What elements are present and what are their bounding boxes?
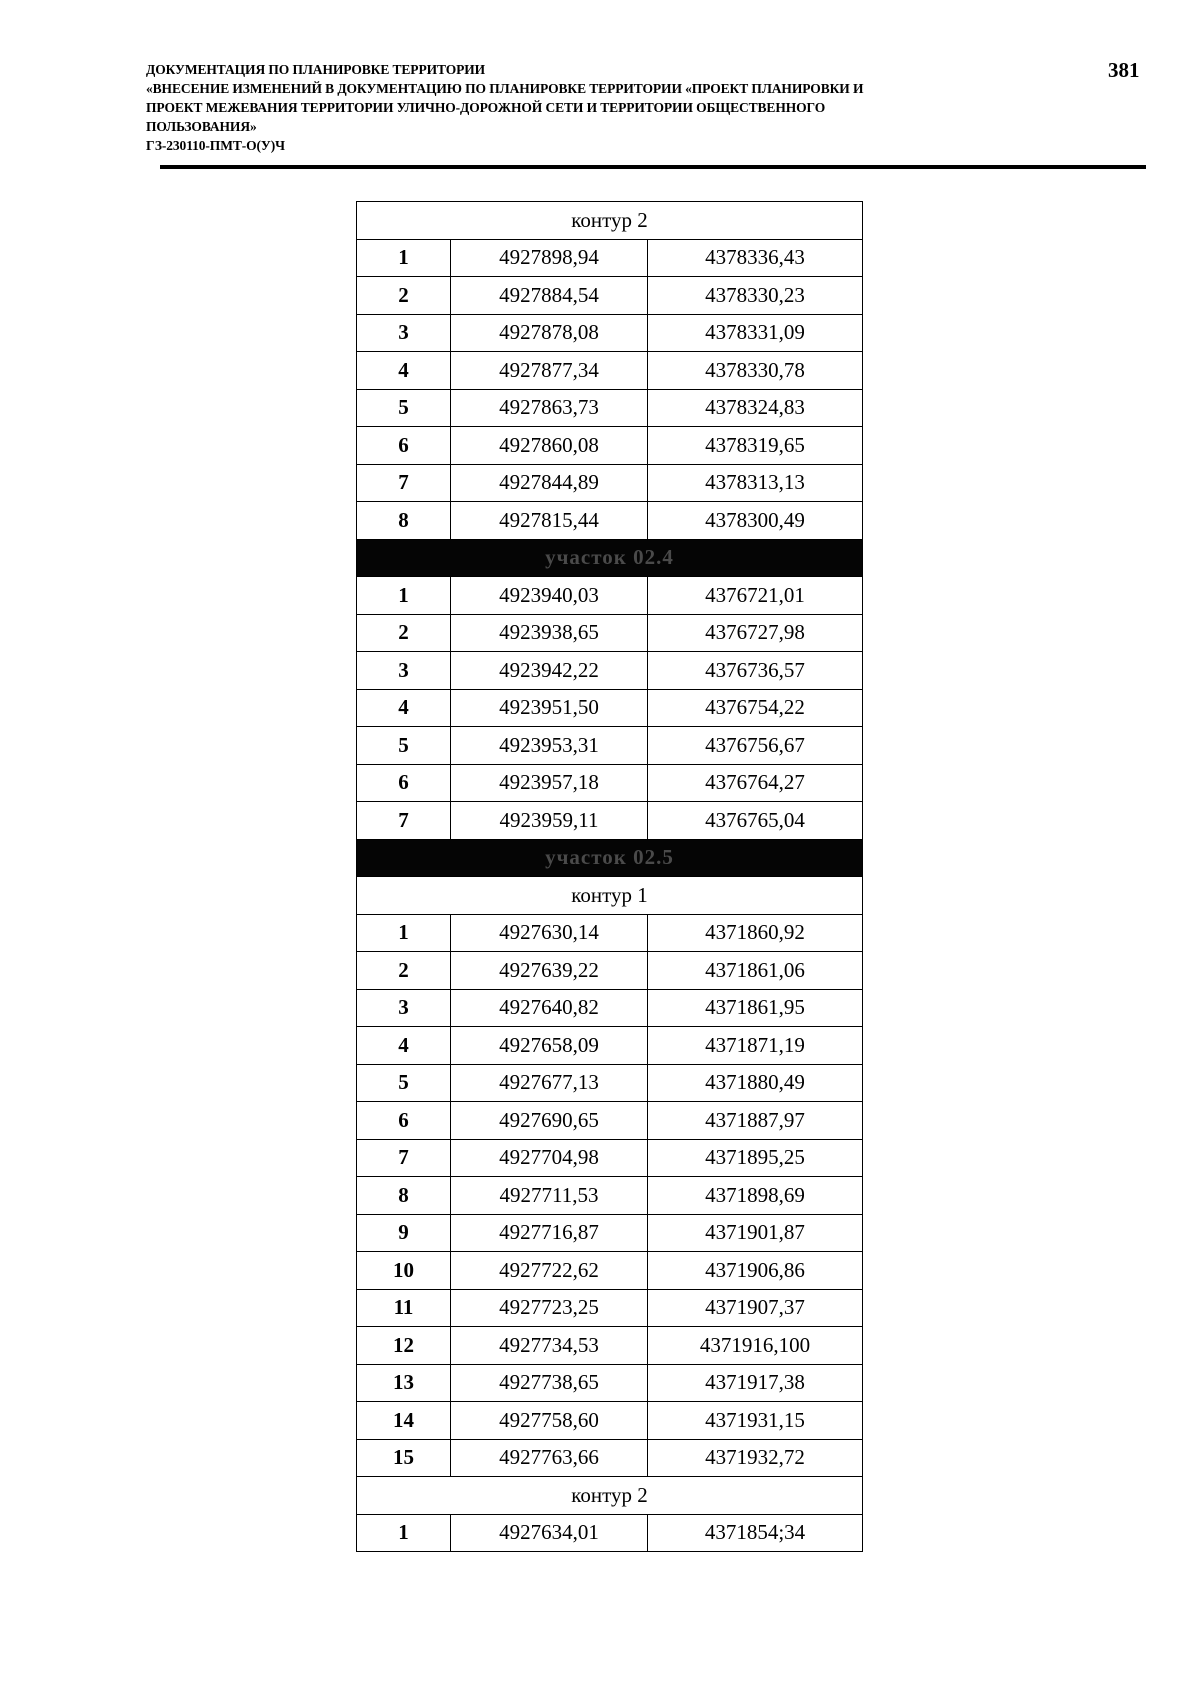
point-number: 12 — [357, 1327, 451, 1365]
x-coordinate: 4927844,89 — [451, 464, 648, 502]
y-coordinate: 4378324,83 — [648, 389, 863, 427]
y-coordinate: 4378319,65 — [648, 427, 863, 465]
table-row — [357, 277, 863, 315]
y-coordinate: 4371860,92 — [648, 914, 863, 952]
point-number: 9 — [357, 1214, 451, 1252]
table-row — [357, 802, 863, 840]
point-number: 4 — [357, 352, 451, 390]
point-number: 1 — [357, 1514, 451, 1552]
point-number: 1 — [357, 914, 451, 952]
point-number: 7 — [357, 464, 451, 502]
table-row — [357, 464, 863, 502]
point-number: 7 — [357, 802, 451, 840]
table-row — [357, 1027, 863, 1065]
point-number: 8 — [357, 502, 451, 540]
y-coordinate: 4376727,98 — [648, 614, 863, 652]
section-band-row — [357, 839, 863, 877]
point-number: 13 — [357, 1364, 451, 1402]
y-coordinate: 4371854;34 — [648, 1514, 863, 1552]
point-number: 1 — [357, 239, 451, 277]
x-coordinate: 4927639,22 — [451, 952, 648, 990]
contour-header-row — [357, 877, 863, 915]
point-number: 4 — [357, 1027, 451, 1065]
header-title-line-1: ДОКУМЕНТАЦИЯ ПО ПЛАНИРОВКЕ ТЕРРИТОРИИ — [146, 62, 486, 77]
y-coordinate: 4371887,97 — [648, 1102, 863, 1140]
table-row — [357, 239, 863, 277]
x-coordinate: 4923938,65 — [451, 614, 648, 652]
x-coordinate: 4927640,82 — [451, 989, 648, 1027]
y-coordinate: 4371880,49 — [648, 1064, 863, 1102]
y-coordinate: 4378300,49 — [648, 502, 863, 540]
y-coordinate: 4371871,19 — [648, 1027, 863, 1065]
x-coordinate: 4927658,09 — [451, 1027, 648, 1065]
coordinates-table-body — [357, 202, 863, 1552]
y-coordinate: 4371917,38 — [648, 1364, 863, 1402]
y-coordinate: 4371861,95 — [648, 989, 863, 1027]
document-code: ГЗ-230110-ПМТ-О(У)Ч — [146, 138, 285, 153]
x-coordinate: 4927860,08 — [451, 427, 648, 465]
y-coordinate: 4371932,72 — [648, 1439, 863, 1477]
y-coordinate: 4376754,22 — [648, 689, 863, 727]
table-row — [357, 989, 863, 1027]
table-row — [357, 1064, 863, 1102]
x-coordinate: 4927863,73 — [451, 389, 648, 427]
x-coordinate: 4927630,14 — [451, 914, 648, 952]
point-number: 6 — [357, 1102, 451, 1140]
y-coordinate: 4376721,01 — [648, 577, 863, 615]
x-coordinate: 4923959,11 — [451, 802, 648, 840]
point-number: 1 — [357, 577, 451, 615]
point-number: 3 — [357, 314, 451, 352]
point-number: 2 — [357, 952, 451, 990]
point-number: 3 — [357, 652, 451, 690]
table-row — [357, 1289, 863, 1327]
table-row — [357, 427, 863, 465]
point-number: 2 — [357, 277, 451, 315]
section-band-row — [357, 539, 863, 577]
x-coordinate: 4927763,66 — [451, 1439, 648, 1477]
contour-label: контур 2 — [357, 1477, 863, 1515]
y-coordinate: 4371906,86 — [648, 1252, 863, 1290]
table-row — [357, 952, 863, 990]
point-number: 11 — [357, 1289, 451, 1327]
y-coordinate: 4376764,27 — [648, 764, 863, 802]
point-number: 8 — [357, 1177, 451, 1215]
table-row — [357, 389, 863, 427]
y-coordinate: 4376756,67 — [648, 727, 863, 765]
point-number: 6 — [357, 764, 451, 802]
table-row — [357, 577, 863, 615]
header-title-line-3: ПРОЕКТ МЕЖЕВАНИЯ ТЕРРИТОРИИ УЛИЧНО-ДОРОЖНОЙ СЕТИ И ТЕРРИТОРИИ ОБЩЕСТВЕННОГО — [146, 100, 826, 115]
table-row — [357, 614, 863, 652]
x-coordinate: 4927711,53 — [451, 1177, 648, 1215]
point-number: 5 — [357, 1064, 451, 1102]
x-coordinate: 4927734,53 — [451, 1327, 648, 1365]
y-coordinate: 4378330,23 — [648, 277, 863, 315]
table-row — [357, 1514, 863, 1552]
table-row — [357, 1102, 863, 1140]
table-row — [357, 502, 863, 540]
x-coordinate: 4923942,22 — [451, 652, 648, 690]
table-row — [357, 1139, 863, 1177]
y-coordinate: 4376736,57 — [648, 652, 863, 690]
contour-label: контур 1 — [357, 877, 863, 915]
table-row — [357, 652, 863, 690]
plot-section-label: участок 02.5 — [357, 839, 863, 877]
header-title-line-2: «ВНЕСЕНИЕ ИЗМЕНЕНИЙ В ДОКУМЕНТАЦИЮ ПО ПЛАНИРОВКЕ ТЕРРИТОРИИ «ПРОЕКТ ПЛАНИРОВКИ И — [146, 81, 864, 96]
point-number: 5 — [357, 389, 451, 427]
x-coordinate: 4923951,50 — [451, 689, 648, 727]
page-number: 381 — [1108, 58, 1140, 82]
x-coordinate: 4927815,44 — [451, 502, 648, 540]
x-coordinate: 4927898,94 — [451, 239, 648, 277]
x-coordinate: 4927723,25 — [451, 1289, 648, 1327]
table-row — [357, 1364, 863, 1402]
x-coordinate: 4927690,65 — [451, 1102, 648, 1140]
x-coordinate: 4927738,65 — [451, 1364, 648, 1402]
table-row — [357, 1402, 863, 1440]
y-coordinate: 4371898,69 — [648, 1177, 863, 1215]
y-coordinate: 4378330,78 — [648, 352, 863, 390]
x-coordinate: 4923940,03 — [451, 577, 648, 615]
table-row — [357, 314, 863, 352]
table-row — [357, 352, 863, 390]
table-row — [357, 1439, 863, 1477]
table-row — [357, 1177, 863, 1215]
point-number: 15 — [357, 1439, 451, 1477]
header-divider — [160, 165, 1146, 169]
x-coordinate: 4927634,01 — [451, 1514, 648, 1552]
y-coordinate: 4371895,25 — [648, 1139, 863, 1177]
contour-label: контур 2 — [357, 202, 863, 240]
table-row — [357, 1252, 863, 1290]
table-row — [357, 1214, 863, 1252]
y-coordinate: 4376765,04 — [648, 802, 863, 840]
y-coordinate: 4378331,09 — [648, 314, 863, 352]
point-number: 5 — [357, 727, 451, 765]
point-number: 10 — [357, 1252, 451, 1290]
y-coordinate: 4378313,13 — [648, 464, 863, 502]
contour-header-row — [357, 1477, 863, 1515]
point-number: 14 — [357, 1402, 451, 1440]
table-row — [357, 914, 863, 952]
point-number: 6 — [357, 427, 451, 465]
document-header — [146, 60, 1066, 155]
point-number: 7 — [357, 1139, 451, 1177]
plot-section-label: участок 02.4 — [357, 539, 863, 577]
table-row — [357, 689, 863, 727]
table-row — [357, 727, 863, 765]
x-coordinate: 4927716,87 — [451, 1214, 648, 1252]
y-coordinate: 4378336,43 — [648, 239, 863, 277]
x-coordinate: 4927877,34 — [451, 352, 648, 390]
x-coordinate: 4927677,13 — [451, 1064, 648, 1102]
y-coordinate: 4371907,37 — [648, 1289, 863, 1327]
contour-header-row — [357, 202, 863, 240]
y-coordinate: 4371861,06 — [648, 952, 863, 990]
point-number: 4 — [357, 689, 451, 727]
x-coordinate: 4923953,31 — [451, 727, 648, 765]
coordinates-table — [356, 201, 863, 1552]
table-row — [357, 764, 863, 802]
x-coordinate: 4927758,60 — [451, 1402, 648, 1440]
header-title-line-4: ПОЛЬЗОВАНИЯ» — [146, 119, 257, 134]
x-coordinate: 4923957,18 — [451, 764, 648, 802]
point-number: 3 — [357, 989, 451, 1027]
y-coordinate: 4371916,100 — [648, 1327, 863, 1365]
x-coordinate: 4927722,62 — [451, 1252, 648, 1290]
table-row — [357, 1327, 863, 1365]
point-number: 2 — [357, 614, 451, 652]
x-coordinate: 4927878,08 — [451, 314, 648, 352]
y-coordinate: 4371901,87 — [648, 1214, 863, 1252]
x-coordinate: 4927704,98 — [451, 1139, 648, 1177]
y-coordinate: 4371931,15 — [648, 1402, 863, 1440]
x-coordinate: 4927884,54 — [451, 277, 648, 315]
